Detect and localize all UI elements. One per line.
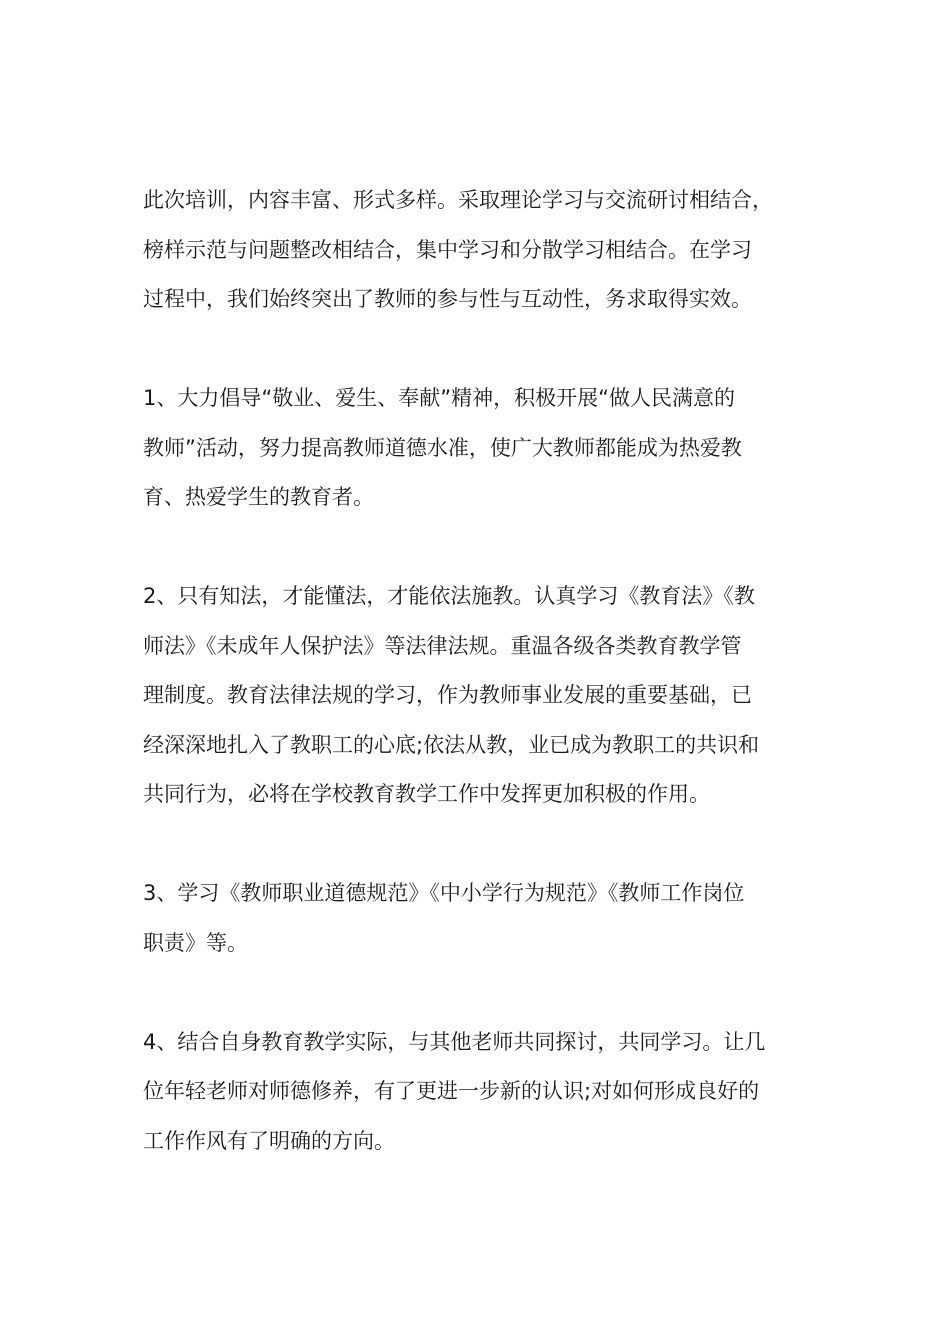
text-line: 教师”活动，努力提高教师道德水准，使广大教师都能成为热爱教 (143, 435, 742, 460)
paragraph-item-4 (143, 1018, 813, 1167)
text-line: 过程中，我们始终突出了教师的参与性与互动性，务求取得实效。 (143, 287, 752, 311)
text-line: 师法》《未成年人保护法》等法律法规。重温各级各类教育教学管 (143, 633, 742, 658)
paragraph-spacer (143, 325, 813, 375)
text-line: 理制度。教育法律法规的学习，作为教师事业发展的重要基础，已 (143, 683, 752, 707)
text-line: 职责》等。 (143, 930, 248, 955)
text-line: 3、学习《教师职业道德规范》《中小学行为规范》《教师工作岗位 (143, 881, 745, 905)
text-line: 共同行为，必将在学校教育教学工作中发挥更加积极的作用。 (143, 782, 710, 806)
text-line: 2、只有知法，才能懂法，才能依法施教。认真学习《教育法》《教 (143, 584, 755, 608)
paragraph-item-2 (143, 572, 813, 820)
paragraph-spacer (143, 820, 813, 870)
text-line: 4、结合自身教育教学实际，与其他老师共同探讨，共同学习。让几 (143, 1029, 766, 1054)
document-body (143, 176, 813, 1166)
text-line: 工作作风有了明确的方向。 (143, 1128, 395, 1153)
paragraph-item-1 (143, 374, 813, 523)
text-line: 位年轻老师对师德修养，有了更进一步新的认识;对如何形成良好的 (143, 1079, 760, 1103)
paragraph-spacer (143, 968, 813, 1018)
text-line: 榜样示范与问题整改相结合，集中学习和分散学习相结合。在学习 (143, 237, 752, 262)
text-line: 1、大力倡导“敬业、爱生、奉献”精神，积极开展“做人民满意的 (143, 386, 735, 410)
text-line: 经深深地扎入了教职工的心底;依法从教，业已成为教职工的共识和 (143, 732, 760, 757)
paragraph-item-3 (143, 869, 813, 968)
text-line: 育、热爱学生的教育者。 (143, 485, 374, 509)
paragraph-intro (143, 176, 813, 325)
text-line: 此次培训，内容丰富、形式多样。采取理论学习与交流研讨相结合， (143, 188, 773, 212)
paragraph-spacer (143, 523, 813, 573)
